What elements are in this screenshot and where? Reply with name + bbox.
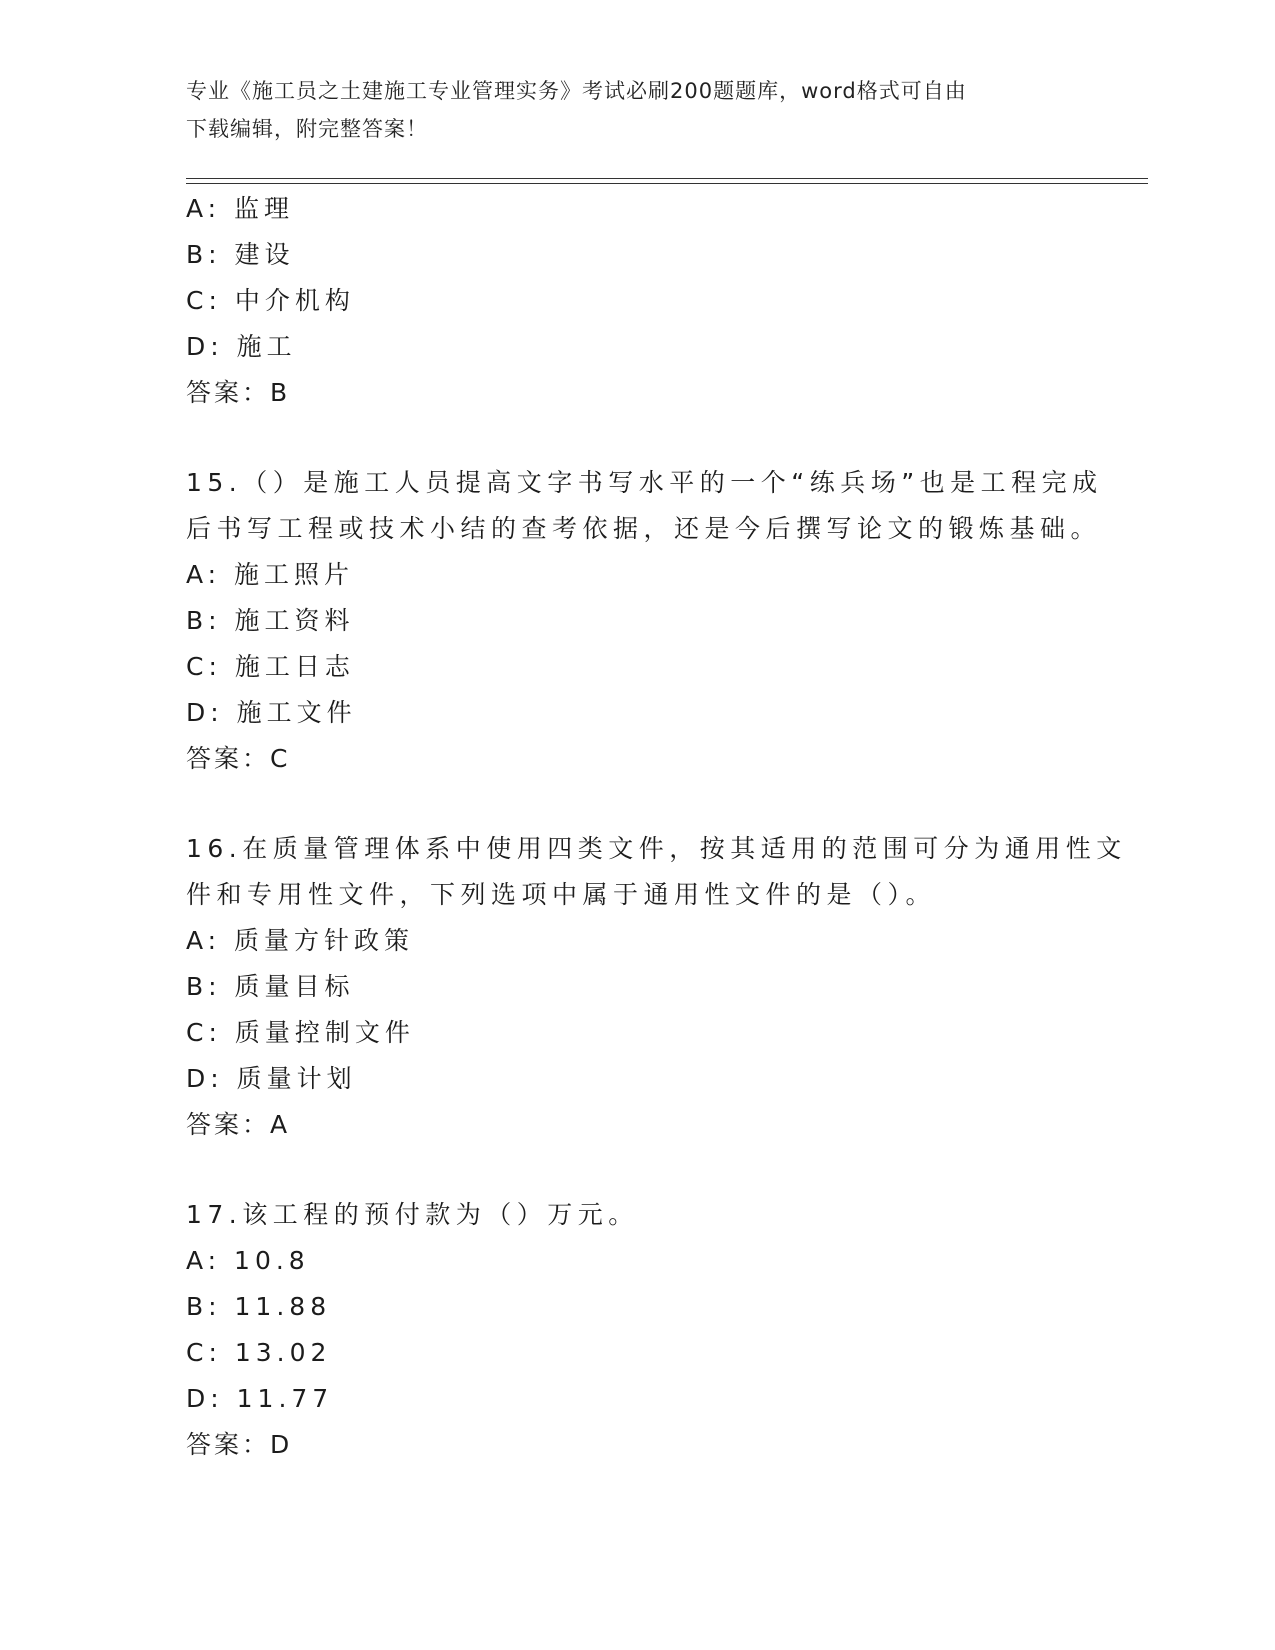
answer-option [186,232,1086,278]
header-line-2: 下载编辑，附完整答案！ [186,117,428,141]
option-text: 11.77 [236,1384,334,1413]
option-text: 质量目标 [234,972,355,1001]
block-spacer [186,782,1086,826]
answer-option [186,964,1086,1010]
option-text: 监理 [234,194,295,223]
question-stem-line: 16.在质量管理体系中使用四类文件，按其适用的范围可分为通用性文 [186,834,1127,863]
option-letter: B: [186,240,222,269]
option-text: 13.02 [234,1338,332,1367]
option-text: 质量控制文件 [234,1018,415,1047]
option-letter: B: [186,972,222,1001]
option-text: 施工资料 [234,606,355,635]
answer-option [186,278,1086,324]
answer-key: 答案：C [186,744,291,773]
answer-option [186,598,1086,644]
answer-option [186,690,1086,736]
question-stem-line: 17.该工程的预付款为（）万元。 [186,1200,639,1229]
option-letter: A: [186,926,222,955]
answer-option [186,552,1086,598]
question-stem-line: 件和专用性文件，下列选项中属于通用性文件的是（）。 [186,880,937,909]
option-letter: B: [186,1292,222,1321]
option-text: 施工 [236,332,297,361]
option-text: 11.88 [234,1292,332,1321]
answer-option [186,1376,1086,1422]
header-line-1: 专业《施工员之土建施工专业管理实务》考试必刷200题题库，word格式可自由 [186,79,967,103]
answer-option [186,1330,1086,1376]
option-letter: C: [186,652,222,681]
option-text: 质量方针政策 [234,926,415,955]
option-letter: C: [186,1018,222,1047]
block-spacer [186,416,1086,460]
option-letter: D: [186,332,224,361]
option-letter: C: [186,1338,222,1367]
option-text: 施工文件 [236,698,357,727]
option-letter: A: [186,560,222,589]
block-spacer [186,1148,1086,1192]
option-text: 建设 [234,240,295,269]
option-text: 10.8 [234,1246,310,1275]
answer-option [186,186,1086,232]
answer-key: 答案：D [186,1430,293,1459]
option-letter: B: [186,606,222,635]
answer-option [186,1056,1086,1102]
answer-option [186,918,1086,964]
answer-option [186,644,1086,690]
question-list [186,186,1127,1468]
option-text: 质量计划 [236,1064,357,1093]
header-divider-top [186,178,1148,179]
answer-option [186,324,1086,370]
header-divider-bottom [186,183,1148,184]
answer-option [186,1238,1086,1284]
question-stem-line: 后书写工程或技术小结的查考依据，还是今后撰写论文的锻炼基础。 [186,514,1102,543]
question-block [186,460,1103,782]
answer-option [186,1284,1086,1330]
option-letter: A: [186,1246,222,1275]
question-stem-line: 15.（）是施工人员提高文字书写水平的一个“练兵场”也是工程完成 [186,468,1103,497]
option-letter: C: [186,286,222,315]
question-block [186,186,1086,416]
option-letter: D: [186,1064,224,1093]
option-text: 中介机构 [234,286,355,315]
answer-option [186,1010,1086,1056]
option-text: 施工日志 [234,652,355,681]
answer-key: 答案：A [186,1110,291,1139]
document-header [186,72,1066,148]
option-letter: A: [186,194,222,223]
option-text: 施工照片 [234,560,355,589]
option-letter: D: [186,698,224,727]
question-block [186,826,1127,1148]
option-letter: D: [186,1384,224,1413]
question-block [186,1192,1086,1468]
answer-key: 答案：B [186,378,291,407]
